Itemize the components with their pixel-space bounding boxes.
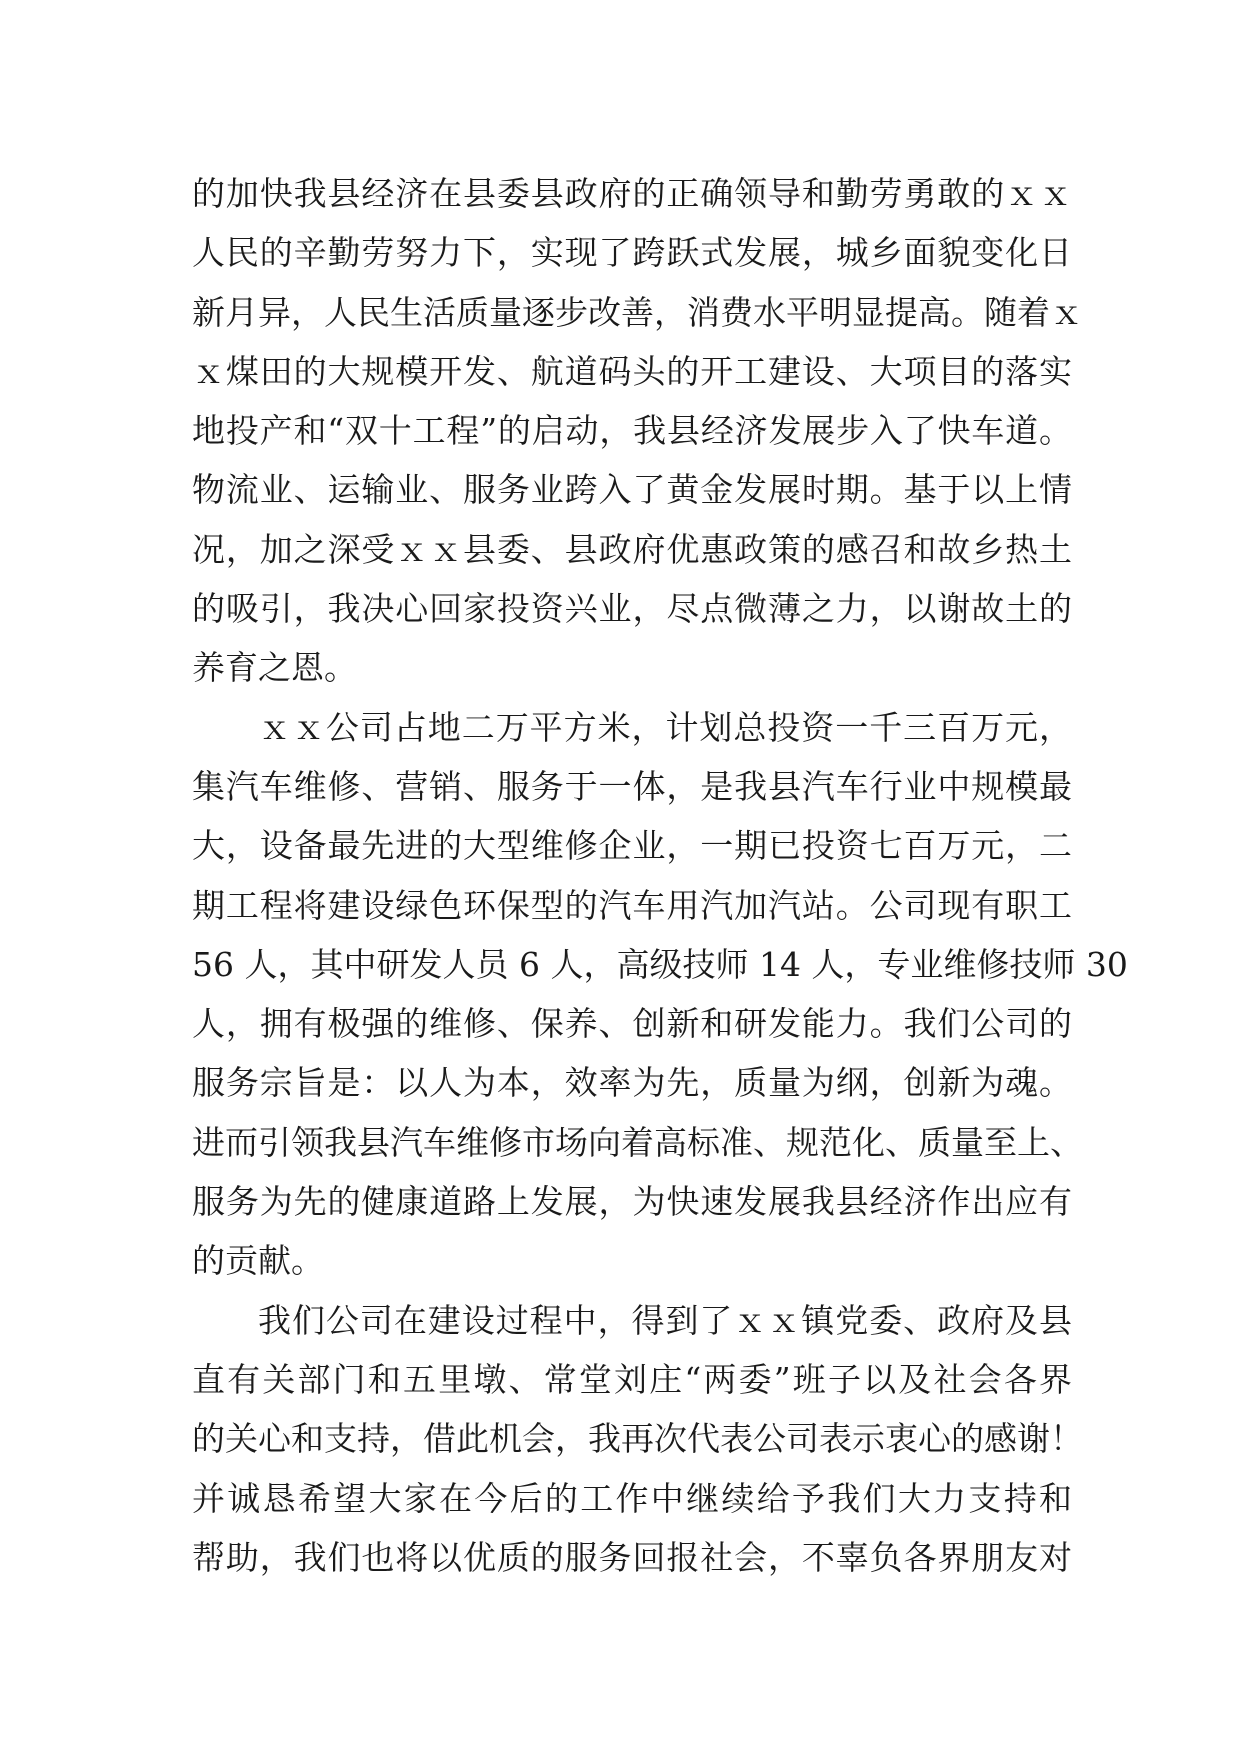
text-line-5: 地投产和“双十工程”的启动，我县经济发展步入了快车道。 xyxy=(192,411,1072,451)
text-line-11: 集汽车维修、营销、服务于一体，是我县汽车行业中规模最 xyxy=(192,766,1072,806)
text-line-16: 服务宗旨是：以人为本，效率为先，质量为纲，创新为魂。 xyxy=(192,1063,1072,1103)
text-line-7: 况，加之深受ｘｘ县委、县政府优惠政策的感召和故乡热土 xyxy=(192,529,1072,569)
text-line-23: 并诚恳希望大家在今后的工作中继续给予我们大力支持和 xyxy=(192,1478,1072,1518)
text-line-22: 的关心和支持，借此机会，我再次代表公司表示衷心的感谢！ xyxy=(192,1419,1083,1459)
document-body xyxy=(192,164,1128,1587)
text-line-9: 养育之恩。 xyxy=(192,648,357,688)
text-line-10: ｘｘ公司占地二万平方米，计划总投资一千三百万元， xyxy=(258,707,1072,747)
text-line-2: 人民的辛勤劳努力下，实现了跨跃式发展，城乡面貌变化日 xyxy=(192,233,1072,273)
text-line-3: 新月异，人民生活质量逐步改善，消费水平明显提高。随着ｘ xyxy=(192,292,1083,332)
text-line-8: 的吸引，我决心回家投资兴业，尽点微薄之力，以谢故土的 xyxy=(192,589,1072,629)
text-line-21: 直有关部门和五里墩、常堂刘庄“两委”班子以及社会各界 xyxy=(192,1359,1072,1399)
text-line-14: 56 人，其中研发人员 6 人，高级技师 14 人，专业维修技师 30 xyxy=(192,944,1128,984)
text-line-17: 进而引领我县汽车维修市场向着高标准、规范化、质量至上、 xyxy=(192,1122,1083,1162)
text-line-15: 人，拥有极强的维修、保养、创新和研发能力。我们公司的 xyxy=(192,1004,1072,1044)
text-line-18: 服务为先的健康道路上发展，为快速发展我县经济作出应有 xyxy=(192,1182,1072,1222)
text-line-24: 帮助，我们也将以优质的服务回报社会，不辜负各界朋友对 xyxy=(192,1537,1072,1577)
text-line-6: 物流业、运输业、服务业跨入了黄金发展时期。基于以上情 xyxy=(192,470,1072,510)
text-line-12: 大，设备最先进的大型维修企业，一期已投资七百万元，二 xyxy=(192,826,1072,866)
text-line-4: ｘ煤田的大规模开发、航道码头的开工建设、大项目的落实 xyxy=(192,351,1072,391)
text-line-20: 我们公司在建设过程中，得到了ｘｘ镇党委、政府及县 xyxy=(258,1300,1072,1340)
text-line-19: 的贡献。 xyxy=(192,1241,324,1281)
text-line-1: 的加快我县经济在县委县政府的正确领导和勤劳勇敢的ｘｘ xyxy=(192,174,1072,213)
text-line-13: 期工程将建设绿色环保型的汽车用汽加汽站。公司现有职工 xyxy=(192,885,1072,925)
